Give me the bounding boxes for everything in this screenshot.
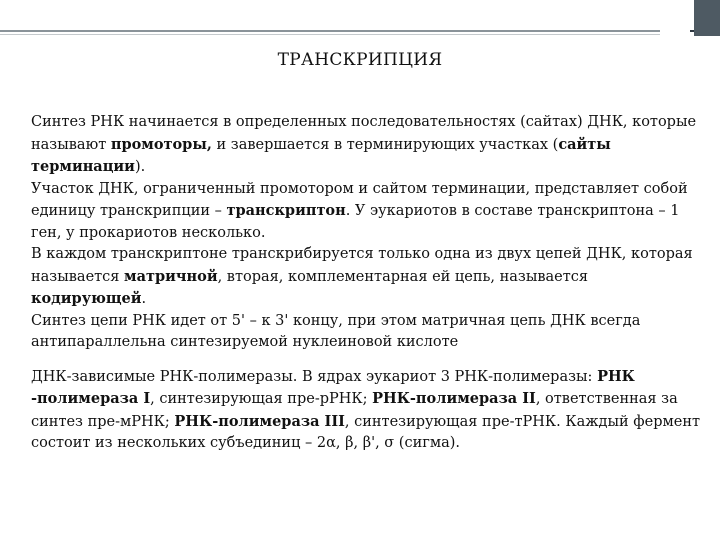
text: ). bbox=[134, 159, 146, 175]
term-termination-sites: сайты терминации bbox=[31, 135, 611, 175]
slide-body bbox=[31, 112, 703, 455]
term-polymerase-2: РНК-полимераза II bbox=[372, 390, 536, 407]
term-coding: кодирующей bbox=[31, 290, 142, 307]
term-polymerase-1: РНК -полимераза I bbox=[31, 367, 635, 407]
text: ДНК-зависимые РНК-полимеразы. В ядрах эукариот 3 РНК-полимеразы: bbox=[31, 368, 598, 385]
header-rule-lower bbox=[0, 34, 660, 35]
text: , ответственная за синтез пре-мРНК; bbox=[31, 391, 678, 430]
text: , вторая, комплементарная ей цепь, называется bbox=[217, 268, 589, 285]
text: , синтезирующая пре-рРНК; bbox=[150, 391, 373, 407]
text: В каждом транскриптоне транскрибируется только одна из двух цепей ДНК, которая называется bbox=[31, 246, 693, 285]
term-polymerase-3: РНК-полимераза III bbox=[174, 412, 345, 430]
paragraph-template-strand bbox=[31, 244, 703, 311]
paragraph-polymerases bbox=[31, 366, 703, 455]
header-corner-block bbox=[694, 0, 720, 36]
header-rule-upper bbox=[0, 30, 660, 32]
text: Участок ДНК, ограниченный промотором и сайтом терминации, представляет собой единицу транскрипции – bbox=[31, 180, 688, 219]
text: . bbox=[141, 291, 147, 307]
header-band bbox=[0, 0, 720, 36]
text: Синтез РНК начинается в определенных последовательностях (сайтах) ДНК, которые называют bbox=[31, 114, 697, 153]
text: . У эукариотов в составе транскриптона – 1 ген, у прокариотов несколько. bbox=[31, 203, 680, 241]
text: , синтезирующая пре-тРНК. Каждый фермент состоит из нескольких субъединиц – 2α, β, β', σ (сигма). bbox=[31, 413, 701, 451]
paragraph-transcripton bbox=[31, 179, 703, 245]
paragraph-promoters bbox=[31, 112, 703, 179]
text: и завершается в терминирующих участках ( bbox=[211, 136, 559, 153]
paragraph-direction bbox=[31, 311, 703, 354]
paragraph-gap bbox=[31, 354, 703, 366]
term-transcripton: транскриптон bbox=[226, 202, 346, 219]
text: Синтез цепи РНК идет от 5' – к 3' концу, при этом матричная цепь ДНК всегда антипараллельна синтезируемой нуклеиновой кислоте bbox=[31, 312, 641, 350]
term-template: матричной bbox=[124, 267, 218, 285]
term-promoters: промоторы, bbox=[110, 135, 212, 153]
slide-title: ТРАНСКРИПЦИЯ bbox=[277, 50, 443, 70]
